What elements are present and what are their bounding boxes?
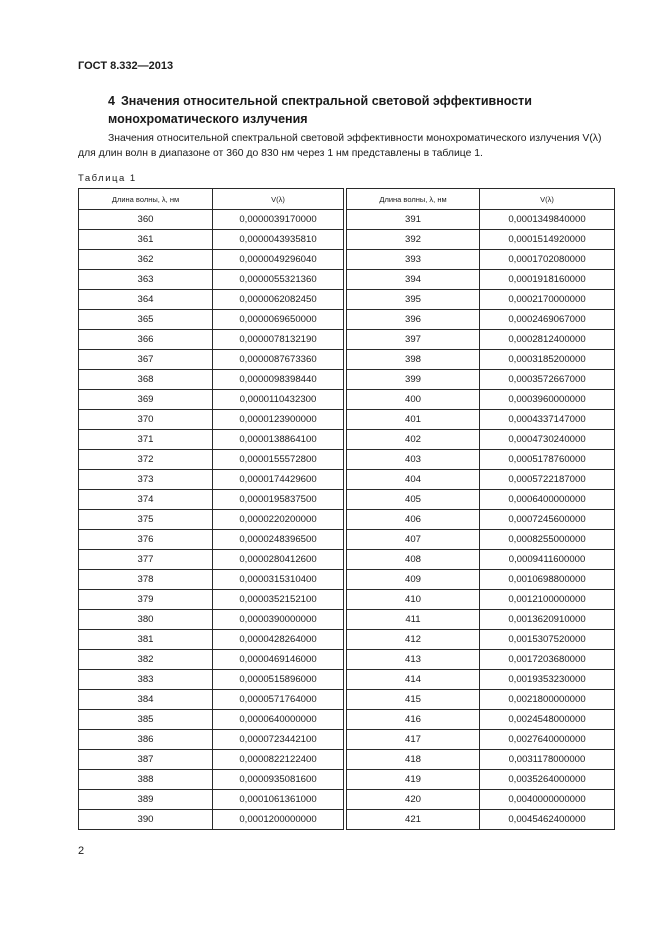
value-cell: 0,0001349840000 (480, 210, 615, 230)
value-cell: 0,0003960000000 (480, 390, 615, 410)
wavelength-cell: 377 (79, 550, 213, 570)
table-row (79, 350, 615, 370)
table-body (79, 210, 615, 830)
page-number: 2 (78, 845, 85, 857)
value-cell: 0,0001061361000 (213, 790, 344, 810)
table-row (79, 330, 615, 350)
value-cell: 0,0021800000000 (480, 690, 615, 710)
wavelength-cell: 374 (79, 490, 213, 510)
wavelength-cell: 411 (347, 610, 480, 630)
value-cell: 0,0013620910000 (480, 610, 615, 630)
value-cell: 0,0000220200000 (213, 510, 344, 530)
value-cell: 0,0000352152100 (213, 590, 344, 610)
wavelength-cell: 386 (79, 730, 213, 750)
value-cell: 0,0024548000000 (480, 710, 615, 730)
wavelength-cell: 380 (79, 610, 213, 630)
value-cell: 0,0000571764000 (213, 690, 344, 710)
value-cell: 0,0009411600000 (480, 550, 615, 570)
value-cell: 0,0000155572800 (213, 450, 344, 470)
wavelength-cell: 376 (79, 530, 213, 550)
value-cell: 0,0000935081600 (213, 770, 344, 790)
wavelength-cell: 412 (347, 630, 480, 650)
table-row (79, 290, 615, 310)
wavelength-cell: 398 (347, 350, 480, 370)
wavelength-cell: 360 (79, 210, 213, 230)
wavelength-cell: 403 (347, 450, 480, 470)
wavelength-cell: 387 (79, 750, 213, 770)
value-cell: 0,0000195837500 (213, 490, 344, 510)
value-cell: 0,0000123900000 (213, 410, 344, 430)
wavelength-cell: 361 (79, 230, 213, 250)
table-row (79, 390, 615, 410)
value-cell: 0,0000039170000 (213, 210, 344, 230)
wavelength-cell: 390 (79, 810, 213, 830)
wavelength-cell: 371 (79, 430, 213, 450)
wavelength-cell: 395 (347, 290, 480, 310)
wavelength-cell: 407 (347, 530, 480, 550)
wavelength-cell: 408 (347, 550, 480, 570)
table-row (79, 230, 615, 250)
table-row (79, 510, 615, 530)
value-cell: 0,0004730240000 (480, 430, 615, 450)
wavelength-cell: 384 (79, 690, 213, 710)
value-cell: 0,0001702080000 (480, 250, 615, 270)
value-cell: 0,0007245600000 (480, 510, 615, 530)
wavelength-cell: 396 (347, 310, 480, 330)
wavelength-cell: 406 (347, 510, 480, 530)
wavelength-cell: 419 (347, 770, 480, 790)
wavelength-cell: 375 (79, 510, 213, 530)
wavelength-cell: 370 (79, 410, 213, 430)
table-row (79, 650, 615, 670)
wavelength-cell: 404 (347, 470, 480, 490)
table-row (79, 630, 615, 650)
header-value: V(λ) (213, 189, 344, 210)
section-number: 4 (108, 94, 115, 108)
value-cell: 0,0000174429600 (213, 470, 344, 490)
wavelength-cell: 367 (79, 350, 213, 370)
table-header-row (79, 189, 615, 210)
wavelength-cell: 397 (347, 330, 480, 350)
wavelength-cell: 365 (79, 310, 213, 330)
value-cell: 0,0004337147000 (480, 410, 615, 430)
value-cell: 0,0001514920000 (480, 230, 615, 250)
table-row (79, 670, 615, 690)
value-cell: 0,0003572667000 (480, 370, 615, 390)
value-cell: 0,0000469146000 (213, 650, 344, 670)
wavelength-cell: 368 (79, 370, 213, 390)
value-cell: 0,0006400000000 (480, 490, 615, 510)
table-row (79, 590, 615, 610)
value-cell: 0,0000390000000 (213, 610, 344, 630)
wavelength-cell: 379 (79, 590, 213, 610)
wavelength-cell: 373 (79, 470, 213, 490)
value-cell: 0,0000055321360 (213, 270, 344, 290)
value-cell: 0,0000138864100 (213, 430, 344, 450)
wavelength-cell: 401 (347, 410, 480, 430)
spectral-efficiency-table (78, 188, 615, 830)
wavelength-cell: 393 (347, 250, 480, 270)
wavelength-cell: 372 (79, 450, 213, 470)
header-wavelength: Длина волны, λ, нм (347, 189, 480, 210)
value-cell: 0,0001200000000 (213, 810, 344, 830)
value-cell: 0,0000515896000 (213, 670, 344, 690)
table-row (79, 470, 615, 490)
table-row (79, 210, 615, 230)
value-cell: 0,0035264000000 (480, 770, 615, 790)
table-row (79, 570, 615, 590)
value-cell: 0,0017203680000 (480, 650, 615, 670)
value-cell: 0,0000049296040 (213, 250, 344, 270)
wavelength-cell: 421 (347, 810, 480, 830)
value-cell: 0,0008255000000 (480, 530, 615, 550)
value-cell: 0,0000062082450 (213, 290, 344, 310)
value-cell: 0,0000280412600 (213, 550, 344, 570)
table-row (79, 810, 615, 830)
wavelength-cell: 394 (347, 270, 480, 290)
value-cell: 0,0000640000000 (213, 710, 344, 730)
value-cell: 0,0000078132190 (213, 330, 344, 350)
value-cell: 0,0040000000000 (480, 790, 615, 810)
value-cell: 0,0003185200000 (480, 350, 615, 370)
table-row (79, 770, 615, 790)
wavelength-cell: 413 (347, 650, 480, 670)
value-cell: 0,0000723442100 (213, 730, 344, 750)
table-row (79, 410, 615, 430)
table-row (79, 710, 615, 730)
table-row (79, 610, 615, 630)
wavelength-cell: 391 (347, 210, 480, 230)
value-cell: 0,0000428264000 (213, 630, 344, 650)
value-cell: 0,0000043935810 (213, 230, 344, 250)
table-row (79, 550, 615, 570)
table-row (79, 250, 615, 270)
wavelength-cell: 388 (79, 770, 213, 790)
value-cell: 0,0002812400000 (480, 330, 615, 350)
value-cell: 0,0005722187000 (480, 470, 615, 490)
wavelength-cell: 410 (347, 590, 480, 610)
value-cell: 0,0012100000000 (480, 590, 615, 610)
wavelength-cell: 416 (347, 710, 480, 730)
wavelength-cell: 402 (347, 430, 480, 450)
wavelength-cell: 414 (347, 670, 480, 690)
value-cell: 0,0000110432300 (213, 390, 344, 410)
table-row (79, 530, 615, 550)
wavelength-cell: 366 (79, 330, 213, 350)
table-caption: Таблица 1 (78, 173, 137, 184)
header-wavelength: Длина волны, λ, нм (79, 189, 213, 210)
value-cell: 0,0000087673360 (213, 350, 344, 370)
intro-paragraph: Значения относительной спектральной световой эффективности монохроматического излучения V(λ) для длин волн в диапазоне от 360 до 830 нм через 1 нм представлены в таблице 1. (78, 133, 602, 159)
table-row (79, 310, 615, 330)
value-cell: 0,0015307520000 (480, 630, 615, 650)
wavelength-cell: 418 (347, 750, 480, 770)
value-cell: 0,0045462400000 (480, 810, 615, 830)
table-row (79, 690, 615, 710)
wavelength-cell: 385 (79, 710, 213, 730)
wavelength-cell: 378 (79, 570, 213, 590)
wavelength-cell: 363 (79, 270, 213, 290)
wavelength-cell: 400 (347, 390, 480, 410)
wavelength-cell: 405 (347, 490, 480, 510)
wavelength-cell: 415 (347, 690, 480, 710)
value-cell: 0,0005178760000 (480, 450, 615, 470)
table-row (79, 790, 615, 810)
value-cell: 0,0001918160000 (480, 270, 615, 290)
wavelength-cell: 389 (79, 790, 213, 810)
table-row (79, 730, 615, 750)
wavelength-cell: 381 (79, 630, 213, 650)
header-value: V(λ) (480, 189, 615, 210)
table-row (79, 370, 615, 390)
standard-code: ГОСТ 8.332—2013 (78, 60, 174, 72)
value-cell: 0,0000822122400 (213, 750, 344, 770)
value-cell: 0,0000069650000 (213, 310, 344, 330)
table-row (79, 490, 615, 510)
value-cell: 0,0000248396500 (213, 530, 344, 550)
wavelength-cell: 399 (347, 370, 480, 390)
value-cell: 0,0019353230000 (480, 670, 615, 690)
table-row (79, 270, 615, 290)
wavelength-cell: 364 (79, 290, 213, 310)
wavelength-cell: 382 (79, 650, 213, 670)
value-cell: 0,0002469067000 (480, 310, 615, 330)
value-cell: 0,0002170000000 (480, 290, 615, 310)
section-title: Значения относительной спектральной световой эффективности монохроматического излучения (108, 94, 532, 126)
value-cell: 0,0031178000000 (480, 750, 615, 770)
wavelength-cell: 362 (79, 250, 213, 270)
value-cell: 0,0000098398440 (213, 370, 344, 390)
table-row (79, 430, 615, 450)
value-cell: 0,0000315310400 (213, 570, 344, 590)
value-cell: 0,0010698800000 (480, 570, 615, 590)
section-heading (108, 92, 608, 128)
wavelength-cell: 417 (347, 730, 480, 750)
table-row (79, 750, 615, 770)
wavelength-cell: 420 (347, 790, 480, 810)
wavelength-cell: 383 (79, 670, 213, 690)
value-cell: 0,0027640000000 (480, 730, 615, 750)
wavelength-cell: 409 (347, 570, 480, 590)
wavelength-cell: 392 (347, 230, 480, 250)
wavelength-cell: 369 (79, 390, 213, 410)
table-row (79, 450, 615, 470)
